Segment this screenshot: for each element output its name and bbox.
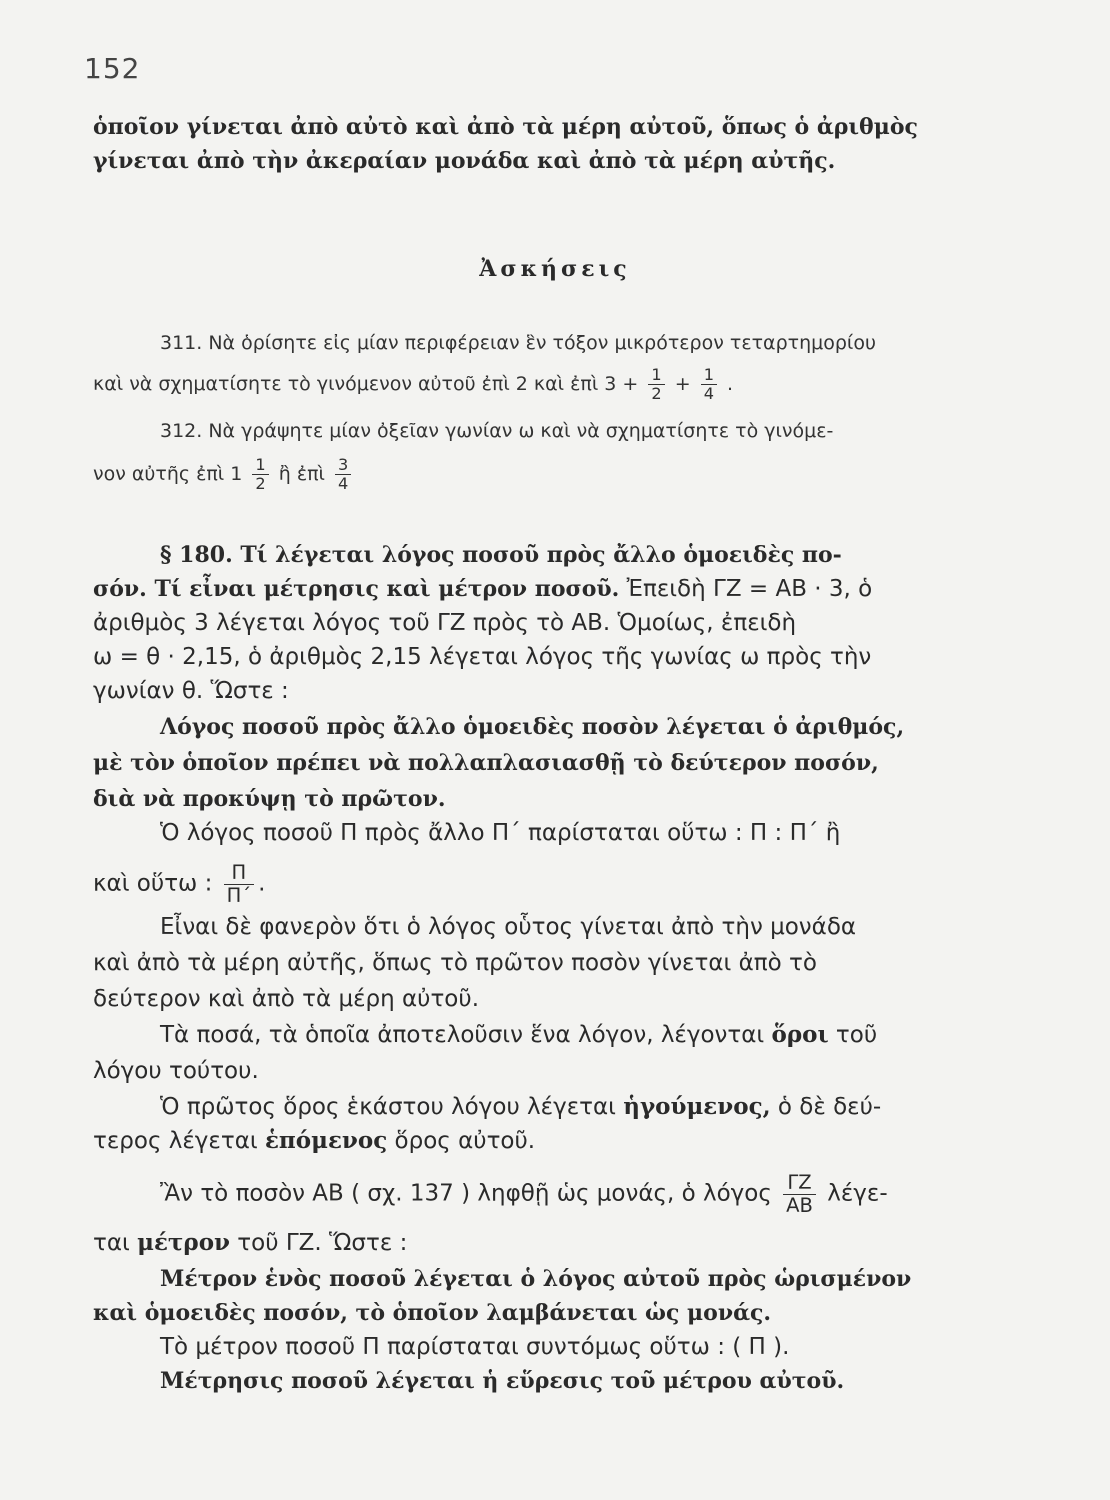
section-180-title-cont: σόν. Τί εἶναι μέτρησις καὶ μέτρον ποσοῦ. xyxy=(93,576,620,602)
fraction-gz-over-ab xyxy=(783,1172,816,1216)
fraction-denominator: 2 xyxy=(651,383,662,403)
exercise-312-line-2 xyxy=(93,456,355,493)
ratio-notation-line-1: Ὁ λόγος ποσοῦ Π πρὸς ἄλλο Π΄ παρίσταται οὕτω : Π : Π΄ ἢ xyxy=(160,820,841,846)
consequent-text-end: ὅρος αὐτοῦ. xyxy=(387,1128,536,1154)
measure-text: Ἂν τὸ ποσὸν ΑΒ ( σχ. 137 ) ληφθῇ ὡς μονάς, ὁ λόγος xyxy=(160,1180,772,1207)
measure-paragraph-line-1 xyxy=(160,1172,888,1216)
fraction-numerator: 1 xyxy=(648,366,664,385)
antecedent-text: Ὁ πρῶτος ὅρος ἑκάστου λόγου λέγεται xyxy=(160,1094,624,1120)
fraction-numerator: Π xyxy=(224,862,254,885)
intro-line-1: ὁποῖον γίνεται ἀπὸ αὐτὸ καὶ ἀπὸ τὰ μέρη αὐτοῦ, ὅπως ὁ ἀριθμὸς xyxy=(93,114,918,140)
fraction-one-quarter xyxy=(701,366,717,403)
ratio-notation-text: καὶ οὕτω : xyxy=(93,870,213,897)
exercise-312-line-1: 312. Νὰ γράψητε μίαν ὀξεῖαν γωνίαν ω καὶ νὰ σχηματίσητε τὸ γινόμε- xyxy=(160,420,834,442)
unity-paragraph-line-2: καὶ ἀπὸ τὰ μέρη αὐτῆς, ὅπως τὸ πρῶτον ποσὸν γίνεται ἀπὸ τὸ xyxy=(93,950,817,976)
terms-paragraph-line-1 xyxy=(160,1020,877,1050)
terms-keyword: ὅροι xyxy=(771,1021,829,1048)
antecedent-paragraph-line-1 xyxy=(160,1092,881,1122)
exercise-311-line-1: 311. Νὰ ὁρίσητε εἰς μίαν περιφέρειαν ἓν τόξον μικρότερον τεταρτημορίου xyxy=(160,332,876,354)
fraction-one-half xyxy=(648,366,664,403)
ratio-definition-line-3: διὰ νὰ προκύψῃ τὸ πρῶτον. xyxy=(93,786,446,812)
antecedent-text-end: ὁ δὲ δεύ- xyxy=(770,1094,882,1120)
measure-definition-line-2: καὶ ὁμοειδὲς ποσόν, τὸ ὁποῖον λαμβάνεται ὡς μονάς. xyxy=(93,1300,772,1326)
ratio-notation-line-2 xyxy=(93,862,265,906)
fraction-denominator: ΑΒ xyxy=(786,1193,813,1217)
fraction-numerator: ΓΖ xyxy=(783,1172,816,1195)
period: . xyxy=(727,372,734,395)
fraction-three-quarters xyxy=(335,456,351,493)
measure-text-2-end: τοῦ ΓΖ. Ὥστε : xyxy=(230,1230,408,1256)
exercise-311-line-2 xyxy=(93,366,733,403)
fraction-numerator: 1 xyxy=(252,456,268,475)
section-180-line-5: γωνίαν θ. Ὥστε : xyxy=(93,678,289,704)
intro-line-2: γίνεται ἀπὸ τὴν ἀκεραίαν μονάδα καὶ ἀπὸ τὰ μέρη αὐτῆς. xyxy=(93,148,836,174)
exercise-312-text: νον αὐτῆς ἐπὶ 1 xyxy=(93,462,243,485)
unity-paragraph-line-3: δεύτερον καὶ ἀπὸ τὰ μέρη αὐτοῦ. xyxy=(93,986,480,1012)
ratio-definition-line-2: μὲ τὸν ὁποῖον πρέπει νὰ πολλαπλασιασθῇ τὸ δεύτερον ποσόν, xyxy=(93,750,879,776)
antecedent-paragraph-line-2 xyxy=(93,1126,535,1156)
fraction-denominator: 2 xyxy=(255,473,266,493)
exercise-311-text: καὶ νὰ σχηματίσητε τὸ γινόμενον αὐτοῦ ἐπὶ 2 καὶ ἐπὶ 3 + xyxy=(93,372,639,395)
plus-sign: + xyxy=(674,372,691,395)
exercises-heading: Ἀσκήσεις xyxy=(479,256,631,282)
page-number: 152 xyxy=(84,52,141,85)
terms-paragraph-line-2: λόγου τούτου. xyxy=(93,1058,259,1084)
section-180-line-4: ω = θ · 2,15, ὁ ἀριθμὸς 2,15 λέγεται λόγος τῆς γωνίας ω πρὸς τὴν xyxy=(93,644,872,670)
measure-text-2: ται xyxy=(93,1230,138,1256)
fraction-denominator: 4 xyxy=(338,473,349,493)
fraction-numerator: 3 xyxy=(335,456,351,475)
exercise-312-or: ἢ ἐπὶ xyxy=(278,462,325,485)
fraction-p-over-p-prime xyxy=(224,862,254,906)
period: . xyxy=(258,870,266,897)
antecedent-keyword: ἡγούμενος, xyxy=(623,1093,771,1120)
section-180-title: § 180. Τί λέγεται λόγος ποσοῦ πρὸς ἄλλο ὁμοειδὲς πο- xyxy=(160,542,842,568)
consequent-text: τερος λέγεται xyxy=(93,1128,265,1154)
measure-notation: Τὸ μέτρον ποσοῦ Π παρίσταται συντόμως οὕτω : ( Π ). xyxy=(160,1334,790,1360)
section-180-line-2 xyxy=(93,574,872,604)
unity-paragraph-line-1: Εἶναι δὲ φανερὸν ὅτι ὁ λόγος οὗτος γίνεται ἀπὸ τὴν μονάδα xyxy=(160,914,857,940)
measure-definition-line-1: Μέτρον ἑνὸς ποσοῦ λέγεται ὁ λόγος αὐτοῦ πρὸς ὡρισμένον xyxy=(160,1266,912,1292)
measure-text-end: λέγε- xyxy=(827,1180,888,1207)
section-180-text: Ἐπειδὴ ΓΖ = ΑΒ · 3, ὁ xyxy=(619,576,873,602)
ratio-definition-line-1: Λόγος ποσοῦ πρὸς ἄλλο ὁμοειδὲς ποσὸν λέγεται ὁ ἀριθμός, xyxy=(160,714,905,740)
fraction-denominator: Π΄ xyxy=(226,883,252,907)
measurement-definition: Μέτρησις ποσοῦ λέγεται ἡ εὕρεσις τοῦ μέτρου αὐτοῦ. xyxy=(160,1368,845,1394)
fraction-one-half xyxy=(252,456,268,493)
section-180-line-3: ἀριθμὸς 3 λέγεται λόγος τοῦ ΓΖ πρὸς τὸ ΑΒ. Ὁμοίως, ἐπειδὴ xyxy=(93,610,797,636)
terms-text: Τὰ ποσά, τὰ ὁποῖα ἀποτελοῦσιν ἕνα λόγον, λέγονται xyxy=(160,1022,772,1048)
fraction-denominator: 4 xyxy=(703,383,714,403)
measure-keyword: μέτρον xyxy=(137,1229,230,1256)
terms-text-end: τοῦ xyxy=(828,1022,878,1048)
fraction-numerator: 1 xyxy=(701,366,717,385)
measure-paragraph-line-2 xyxy=(93,1228,407,1258)
consequent-keyword: ἑπόμενος xyxy=(264,1127,388,1154)
